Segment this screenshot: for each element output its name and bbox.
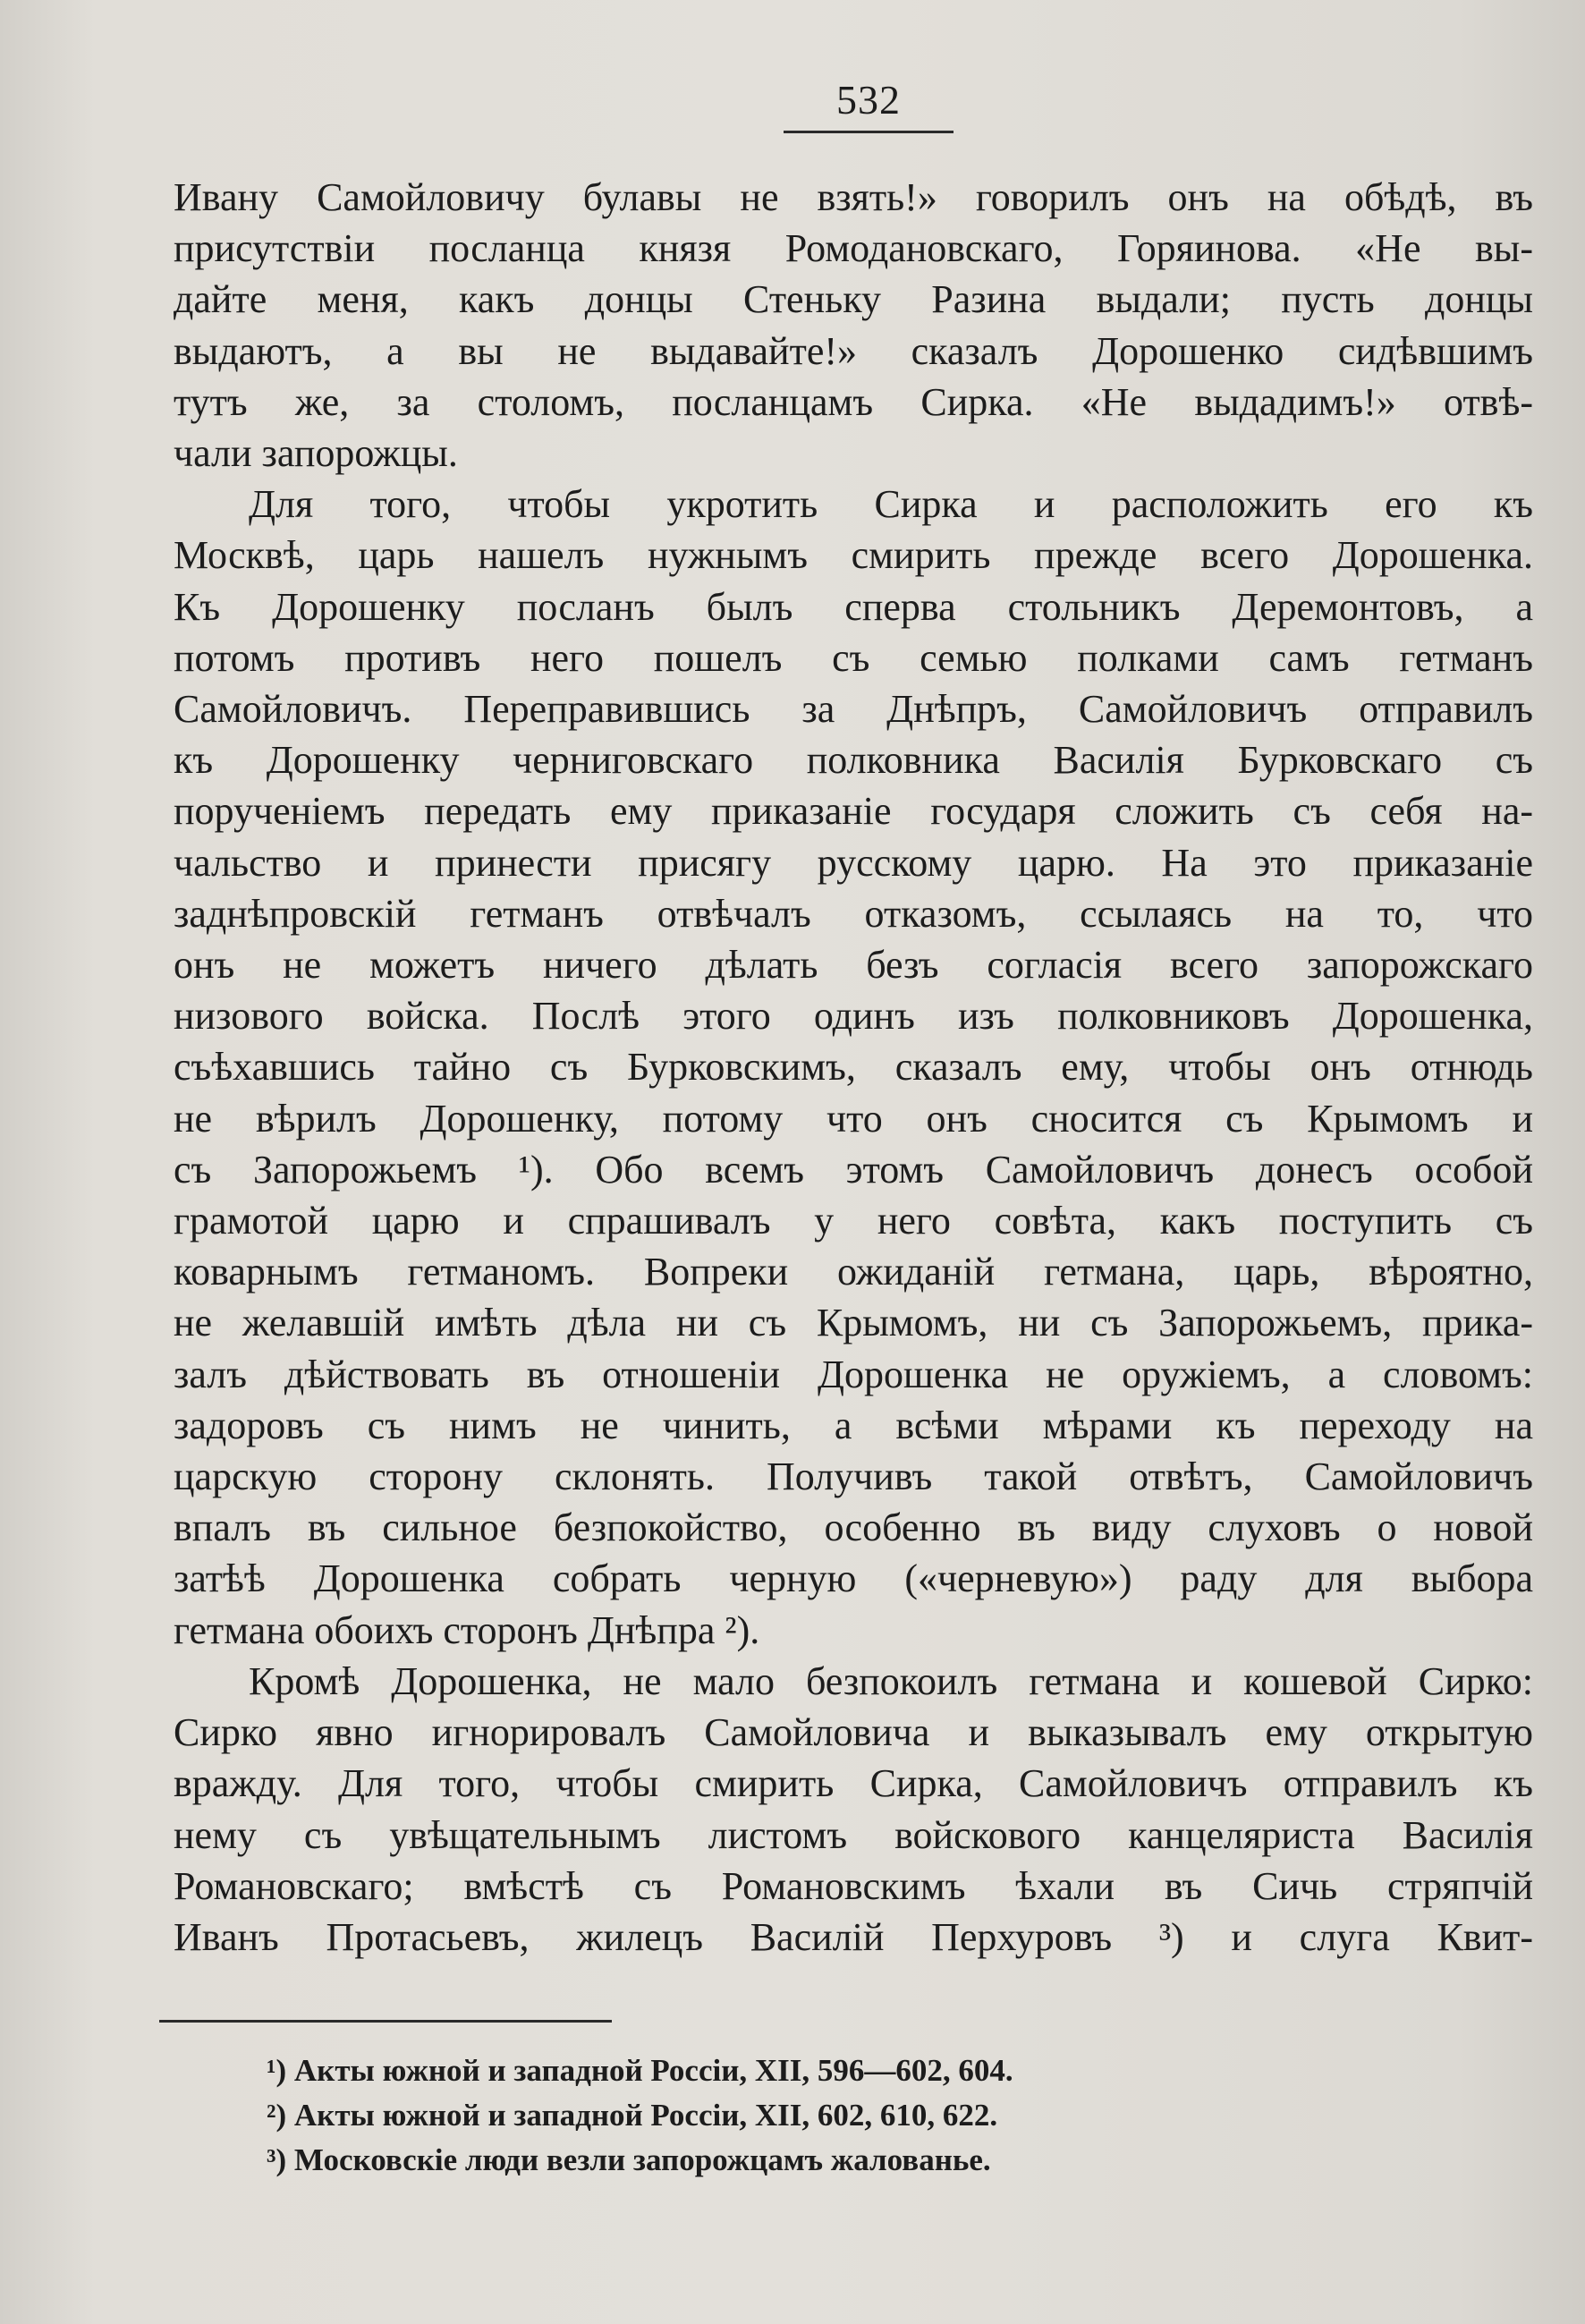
- text-line: Иванъ Протасьевъ, жилецъ Василій Перхуровъ ³) и слуга Квит-: [174, 1914, 1533, 1959]
- footnotes: [231, 2048, 1340, 2183]
- text-line: задоровъ съ нимъ не чинить, а всѣми мѣрами къ переходу на: [174, 1403, 1533, 1447]
- text-line: затѣѣ Дорошенка собрать черную («черневую») раду для выбора: [174, 1556, 1533, 1601]
- text-line: не вѣрилъ Дорошенку, потому что онъ сносится съ Крымомъ и: [174, 1096, 1533, 1141]
- text-line: Къ Дорошенку посланъ былъ сперва стольникъ Деремонтовъ, а: [174, 584, 1533, 629]
- text-line: дайте меня, какъ донцы Стеньку Разина выдали; пусть донцы: [174, 277, 1533, 322]
- text-line: къ Дорошенку черниговскаго полковника Василія Бурковскаго съ: [174, 738, 1533, 783]
- page-number-rule: [784, 131, 954, 133]
- text-line: гетмана обоихъ сторонъ Днѣпра ²).: [174, 1607, 760, 1652]
- text-line: вражду. Для того, чтобы смирить Сирка, Самойловичъ отправилъ къ: [174, 1761, 1533, 1806]
- text-line: съѣхавшись тайно съ Бурковскимъ, сказалъ ему, чтобы онъ отнюдь: [174, 1045, 1533, 1090]
- text-line: Сирко явно игнорировалъ Самойловича и выказывалъ ему открытую: [174, 1710, 1533, 1755]
- text-line: не желавшій имѣть дѣла ни съ Крымомъ, ни съ Запорожьемъ, прика-: [174, 1301, 1533, 1345]
- footnote: ²) Акты южной и западной Россіи, XII, 602, 610, 622.: [267, 2098, 998, 2133]
- text-line: заднѣпровскій гетманъ отвѣчалъ отказомъ, ссылаясь на то, что: [174, 891, 1533, 936]
- text-line: Самойловичъ. Переправившись за Днѣпръ, Самойловичъ отправилъ: [174, 687, 1533, 732]
- text-line: съ Запорожьемъ ¹). Обо всемъ этомъ Самойловичъ донесъ особой: [174, 1147, 1533, 1192]
- text-line: грамотой царю и спрашивалъ у него совѣта, какъ поступить съ: [174, 1199, 1533, 1243]
- text-line: коварнымъ гетманомъ. Вопреки ожиданій гетмана, царь, вѣроятно,: [174, 1250, 1533, 1294]
- text-line: царскую сторону склонять. Получивъ такой отвѣтъ, Самойловичъ: [174, 1455, 1533, 1499]
- page-number: 532: [836, 77, 901, 123]
- text-line: нему съ увѣщательнымъ листомъ войскового канцеляриста Василія: [174, 1812, 1533, 1857]
- footnote-divider: [159, 2020, 612, 2023]
- text-line: низового войска. Послѣ этого одинъ изъ полковниковъ Дорошенка,: [174, 994, 1533, 1039]
- text-line: Кромѣ Дорошенка, не мало безпокоилъ гетмана и кошевой Сирко:: [249, 1658, 1533, 1703]
- text-line: Москвѣ, царь нашелъ нужнымъ смирить прежде всего Дорошенка.: [174, 533, 1533, 578]
- text-line: тутъ же, за столомъ, посланцамъ Сирка. «Не выдадимъ!» отвѣ-: [174, 379, 1533, 424]
- text-line: потомъ противъ него пошелъ съ семью полками самъ гетманъ: [174, 635, 1533, 680]
- text-line: Ивану Самойловичу булавы не взять!» говорилъ онъ на обѣдѣ, въ: [174, 175, 1533, 219]
- text-line: Для того, чтобы укротить Сирка и расположить его къ: [249, 482, 1533, 527]
- text-line: присутствіи посланца князя Ромодановскаго, Горяинова. «Не вы-: [174, 226, 1533, 271]
- text-line: онъ не можетъ ничего дѣлать безъ согласія всего запорожскаго: [174, 943, 1533, 988]
- text-line: чальство и принести присягу русскому царю. На это приказаніе: [174, 840, 1533, 885]
- text-line: впалъ въ сильное безпокойство, особенно въ виду слуховъ о новой: [174, 1506, 1533, 1550]
- footnote: ³) Московскіе люди везли запорожцамъ жалованье.: [267, 2142, 991, 2177]
- text-line: выдаютъ, а вы не выдавайте!» сказалъ Дорошенко сидѣвшимъ: [174, 328, 1533, 373]
- footnote: ¹) Акты южной и западной Россіи, XII, 596—602, 604.: [267, 2053, 1013, 2088]
- text-line: залъ дѣйствовать въ отношеніи Дорошенка не оружіемъ, а словомъ:: [174, 1352, 1533, 1396]
- text-line: Романовскаго; вмѣстѣ съ Романовскимъ ѣхали въ Сичь стряпчій: [174, 1863, 1533, 1908]
- text-line: чали запорожцы.: [174, 431, 458, 476]
- text-line: порученіемъ передать ему приказаніе государя сложить съ себя на-: [174, 789, 1533, 834]
- main-text: [174, 172, 1533, 1963]
